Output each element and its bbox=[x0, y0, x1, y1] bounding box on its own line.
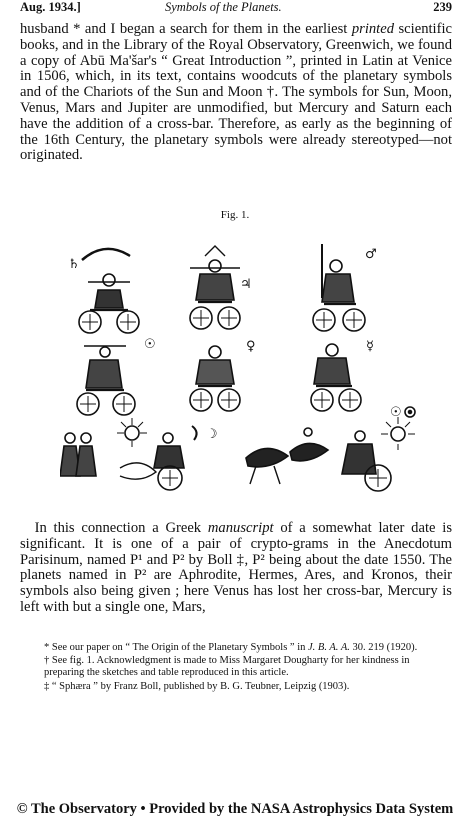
footer-credit: © The Observatory • Provided by the NASA Astrophysics Data System bbox=[16, 801, 454, 817]
woodcut-mercury-chariot bbox=[311, 344, 361, 411]
header-title: Symbols of the Planets. bbox=[165, 0, 282, 14]
sun-symbol-2: ☉ bbox=[390, 405, 402, 420]
footnote-text: See our paper on “ The Origin of the Planetary Symbols ” in bbox=[51, 642, 308, 653]
footnote-text: See fig. 1. Acknowledgment is made to Miss Margaret Dougharty for her kindness in preparing the sketches and table reproduced in this article. bbox=[44, 655, 410, 679]
moon-symbol: ☽ bbox=[206, 427, 218, 442]
venus-symbol: ♀ bbox=[246, 339, 256, 354]
footnote-3 bbox=[44, 681, 452, 693]
paragraph-1-text-b: scientific books, and in the Library of the Royal Observatory, Greenwich, we found a copy of Abū Ma'šar's “ Great Introduction ”, printed in Latin at Venice in 1506, which, in its text, contains woodcuts of the planetary symbols and of the Chariots of the Sun and Moon †. The symbols for Sun, Moon, Venus, Mars and Jupiter are unmodified, but Mercury and Saturn each have the addition of a cross-bar. Therefore, as early as the beginning of the 16th Century, the planetary symbols were already stereotyped—not originated. bbox=[20, 21, 452, 164]
saturn-symbol: ♄ bbox=[68, 257, 80, 272]
mercury-symbol: ☿ bbox=[366, 339, 374, 354]
mars-symbol: ♂ bbox=[365, 247, 377, 262]
footnote-2 bbox=[44, 655, 452, 679]
sun-symbol: ☉ bbox=[144, 337, 156, 352]
paragraph-1-italic: printed bbox=[351, 21, 395, 37]
footnote-mark: * bbox=[44, 642, 52, 653]
paragraph-2-italic: manuscript bbox=[207, 520, 274, 536]
header-date: Aug. 1934.] bbox=[20, 0, 81, 14]
woodcut-saturn-chariot bbox=[79, 249, 139, 333]
footnote-text: 30. 219 (1920). bbox=[349, 642, 418, 653]
woodcut-moon-chariot bbox=[60, 418, 197, 490]
woodcut-jupiter-chariot bbox=[190, 246, 240, 329]
woodcut-mars-chariot bbox=[313, 244, 365, 331]
paragraph-1-text-a: husband * and I began a search for them in the earliest bbox=[20, 21, 352, 37]
footnote-text: “ Sphæra ” by Franz Boll, published by B. G. Teubner, Leipzig (1903). bbox=[51, 680, 350, 692]
paragraph-2-text-a: In this connection a Greek bbox=[34, 520, 208, 536]
footnote-1 bbox=[44, 642, 452, 654]
paragraph-2-text-b: of a somewhat later date is significant. It is one of a pair of crypto-grams in the Anecdotum Parisinum, named P¹ and P² by Boll ‡, P² being about the date 1550. The planets named in P² are Aphrodite, Hermes, Ares, and Kronos, their symbols also being given ; here Venus has lost her cross-bar, Mercury is left with but a single one, Mars, bbox=[20, 520, 452, 615]
paragraph-1 bbox=[20, 22, 452, 164]
paragraph-2 bbox=[20, 521, 452, 616]
footnote-italic: J. B. A. A. bbox=[308, 642, 350, 653]
figure-woodcuts bbox=[60, 228, 420, 496]
jupiter-symbol: ♃ bbox=[240, 277, 252, 292]
footnotes bbox=[44, 642, 452, 694]
footnote-mark: ‡ bbox=[44, 680, 52, 692]
woodcut-venus-chariot bbox=[190, 346, 240, 411]
figure-label: Fig. 1. bbox=[220, 209, 250, 221]
page-number: 239 bbox=[433, 0, 452, 14]
woodcut-sun-chariot bbox=[77, 346, 135, 415]
running-header bbox=[20, 0, 452, 16]
footnote-mark: † bbox=[44, 655, 52, 667]
